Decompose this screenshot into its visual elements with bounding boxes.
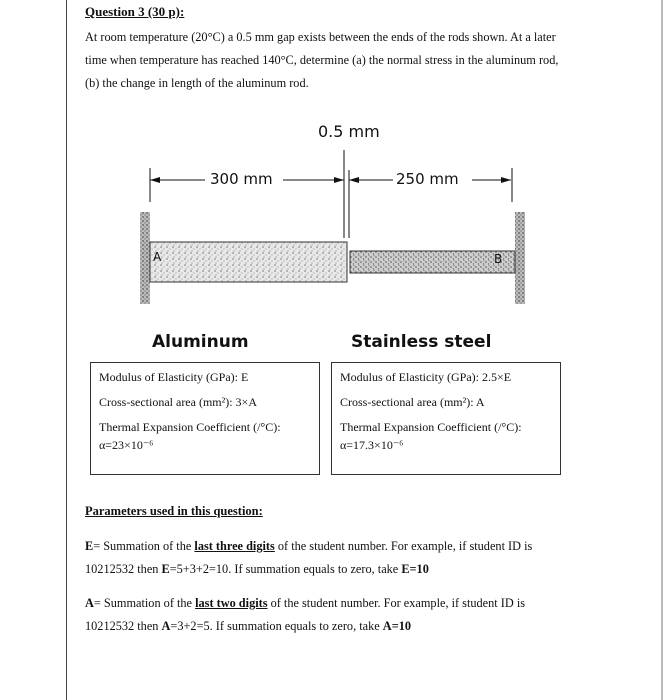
- a-example: 10212532 then: [85, 619, 162, 633]
- e-text-end: of the student number. For example, if student ID is: [274, 539, 533, 553]
- steel-rod: [350, 251, 515, 273]
- question-line-2: time when temperature has reached 140°C, determine (a) the normal stress in the aluminum rod,: [85, 53, 559, 67]
- question-title: Question 3 (30 p):: [85, 4, 185, 19]
- parameter-e-paragraph: [85, 535, 610, 581]
- question-line-1: At room temperature (20°C) a 0.5 mm gap exists between the ends of the rods shown. At a later: [85, 30, 556, 44]
- rods-diagram: [130, 120, 530, 320]
- a-symbol: A: [85, 596, 94, 610]
- left-length-label: 300 mm: [210, 170, 273, 188]
- e-symbol: E: [161, 562, 170, 576]
- a-symbol: A: [382, 619, 392, 633]
- e-symbol: E: [85, 539, 94, 553]
- gap-label: 0.5 mm: [318, 122, 380, 141]
- aluminum-properties-box: [90, 362, 320, 475]
- parameter-a-paragraph: [85, 592, 610, 638]
- parameter-e-line-1: [85, 535, 610, 558]
- page-left-border: [66, 0, 67, 700]
- e-emphasis: last three digits: [194, 539, 275, 553]
- a-text-end: of the student number. For example, if student ID is: [267, 596, 526, 610]
- a-emphasis: last two digits: [195, 596, 268, 610]
- e-default: =10: [409, 562, 429, 576]
- steel-properties-box: [331, 362, 561, 475]
- parameters-title: Parameters used in this question:: [85, 504, 263, 518]
- aluminum-thermal-value: α=23×10⁻⁶: [99, 438, 154, 452]
- question-text: [85, 26, 610, 95]
- steel-area: Cross-sectional area (mm²): A: [340, 395, 485, 409]
- e-symbol: E: [401, 562, 410, 576]
- steel-title: Stainless steel: [351, 332, 492, 352]
- parameter-e-line-2: [85, 558, 610, 581]
- a-symbol: A: [161, 619, 171, 633]
- right-length-label: 250 mm: [396, 170, 459, 188]
- aluminum-modulus: Modulus of Elasticity (GPa): E: [99, 370, 249, 384]
- right-wall: [515, 212, 525, 304]
- e-text: = Summation of the: [93, 539, 195, 553]
- support-b-label: B: [494, 252, 503, 266]
- rods-figure: [130, 120, 530, 320]
- question-line-3: (b) the change in length of the aluminum rod.: [85, 76, 309, 90]
- aluminum-area: Cross-sectional area (mm²): 3×A: [99, 395, 257, 409]
- e-example: 10212532 then: [85, 562, 162, 576]
- steel-thermal-value: α=17.3×10⁻⁶: [340, 438, 404, 452]
- parameter-a-line-2: [85, 615, 610, 638]
- support-a-label: A: [153, 250, 162, 264]
- a-default: =10: [391, 619, 411, 633]
- e-calc: =5+3+2=10. If summation equals to zero, take: [169, 562, 402, 576]
- steel-thermal-label: Thermal Expansion Coefficient (/°C):: [340, 420, 522, 434]
- aluminum-title: Aluminum: [152, 332, 249, 352]
- parameter-a-line-1: [85, 592, 610, 615]
- left-wall: [140, 212, 150, 304]
- aluminum-thermal-label: Thermal Expansion Coefficient (/°C):: [99, 420, 281, 434]
- aluminum-rod: [150, 242, 347, 282]
- a-text: = Summation of the: [93, 596, 196, 610]
- a-calc: =3+2=5. If summation equals to zero, take: [170, 619, 383, 633]
- steel-modulus: Modulus of Elasticity (GPa): 2.5×E: [340, 370, 512, 384]
